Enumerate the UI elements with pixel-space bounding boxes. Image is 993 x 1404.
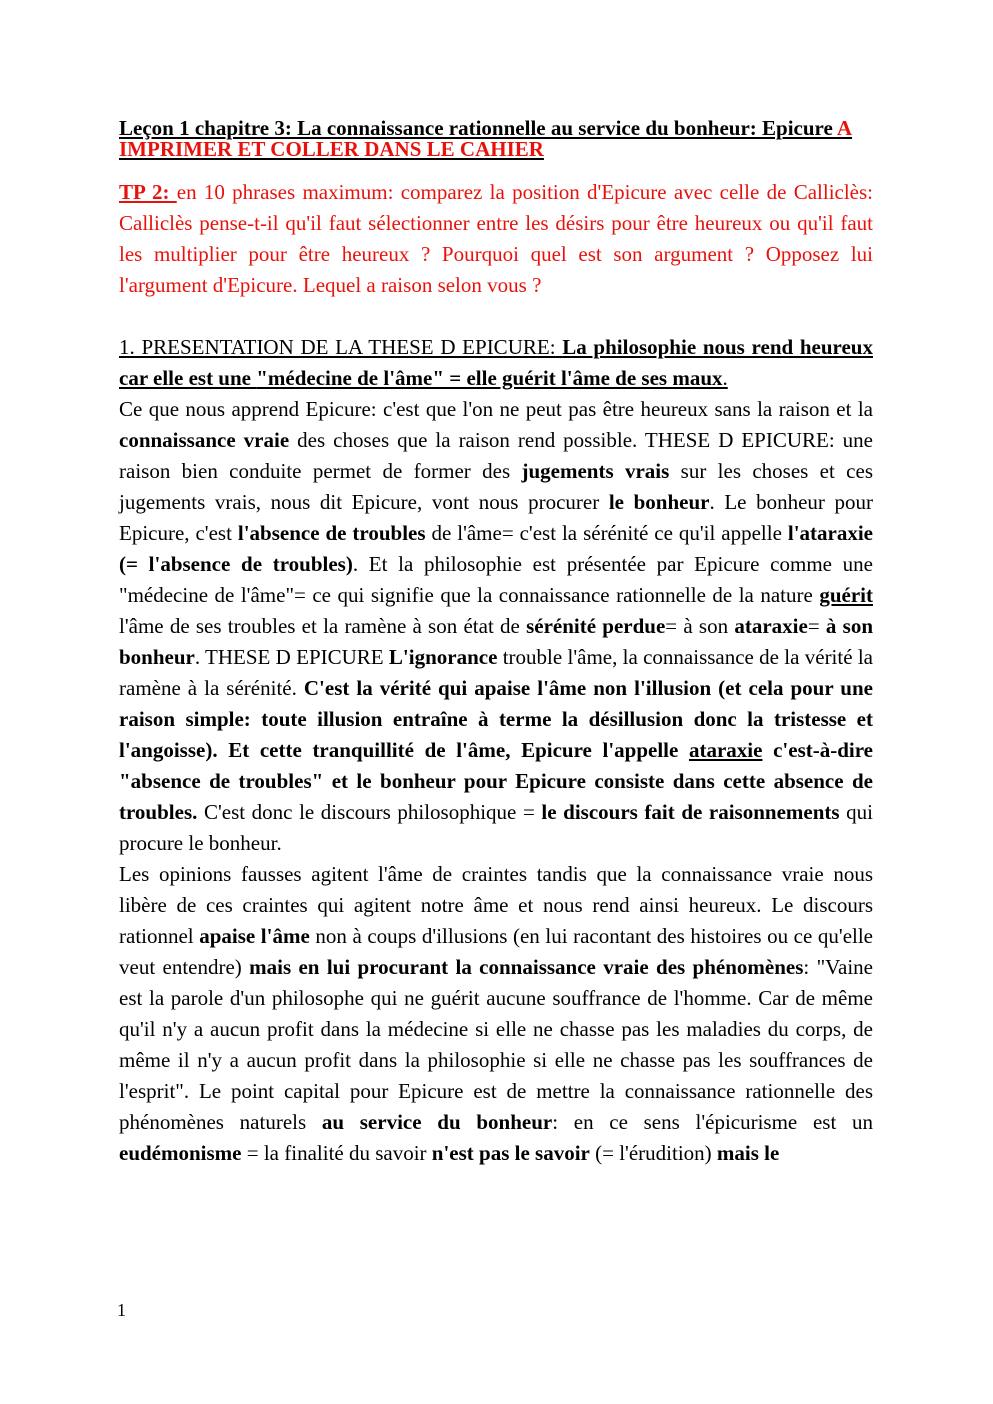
p1-seg: de l'âme= c'est la sérénité ce qu'il appelle: [425, 521, 788, 545]
p1-bold: l'absence de troubles: [237, 521, 426, 545]
p1-bold: jugements vrais: [521, 459, 670, 483]
p2-bold: mais le: [716, 1141, 780, 1165]
tp-label: TP 2:: [119, 180, 177, 204]
document-page: [119, 118, 873, 1169]
p1-seg: =: [807, 614, 826, 638]
p1-seg: C'est donc le discours philosophique =: [197, 800, 542, 824]
p1-bold-underlined: guérit: [819, 583, 873, 607]
p2-bold: au service du bonheur: [321, 1110, 553, 1134]
p1-bold: l'ataraxie (= l'absence de troubles): [119, 521, 873, 576]
p2-seg: : "Vaine est la parole d'un philosophe qui ne guérit aucune souffrance de l'homme. Car de même qu'il n'y a aucun profit dans la médecine si elle ne chasse pas les maladies du corps, de même il n'y a aucun profit dans la philosophie si elle ne chasse pas les souffrances de l'esprit". Le point capital pour Epicure est de mettre la connaissance rationnelle des phénomènes naturels: [119, 955, 873, 1134]
p1-bold: le discours fait de raisonnements: [541, 800, 840, 824]
p2-bold: mais en lui procurant la connaissance vraie des phénomènes: [249, 955, 804, 979]
p1-bold: le bonheur: [608, 490, 710, 514]
p2-bold: apaise l'âme: [199, 924, 310, 948]
p1-bold: c'est-à-dire "absence de troubles" et le bonheur pour Epicure consiste dans cette absence de troubles.: [119, 738, 873, 824]
lesson-title: [119, 118, 873, 160]
p1-seg: . Et la philosophie est présentée par Epicure comme une "médecine de l'âme"= ce qui signifie que la connaissance rationnelle de la nature: [119, 552, 873, 607]
p1-seg: l'âme de ses troubles et la ramène à son état de: [119, 614, 527, 638]
p2-seg: (= l'érudition): [589, 1141, 717, 1165]
section-heading: [119, 332, 873, 394]
p2-seg: = la finalité du savoir: [241, 1141, 432, 1165]
p1-bold: L'ignorance: [388, 645, 498, 669]
section-heading-plain: 1. PRESENTATION DE LA THESE D EPICURE:: [119, 335, 563, 359]
p1-bold: connaissance vraie: [119, 428, 290, 452]
p2-bold: eudémonisme: [119, 1141, 242, 1165]
main-text: [119, 332, 873, 1169]
section-heading-bold-2: "médecine de l'âme" = elle guérit l'âme de ses maux: [256, 366, 723, 390]
p1-seg: sur les choses et ces jugements vrais, nous dit Epicure, vont nous procurer: [119, 459, 873, 514]
tp-instructions: [119, 177, 873, 301]
paragraph-1: [119, 394, 873, 859]
section-heading-end: .: [722, 366, 728, 390]
p1-bold: ataraxie: [734, 614, 808, 638]
tp-text: en 10 phrases maximum: comparez la position d'Epicure avec celle de Calliclès: Calliclès pense-t-il qu'il faut sélectionner entre les désirs pour être heureux ou qu'il faut les multiplier pour être heureux ? Pourquoi quel est son argument ? Opposez lui l'argument d'Epicure. Lequel a raison selon vous ?: [119, 180, 874, 297]
p1-bold: sérénité perdue: [526, 614, 666, 638]
p2-seg: non à coups d'illusions (en lui racontant des histoires ou ce qu'elle veut entendre): [119, 924, 873, 979]
p1-seg: qui procure le bonheur.: [119, 800, 873, 855]
p1-bold: à son bonheur: [119, 614, 874, 669]
p1-seg: = à son: [665, 614, 735, 638]
p1-bold-underlined: ataraxie: [688, 738, 763, 762]
section-heading-bold-1: La philosophie nous rend heureux car elle est une: [119, 335, 873, 390]
p1-seg: . Le bonheur pour Epicure, c'est: [119, 490, 873, 545]
p2-seg: : en ce sens l'épicurisme est un: [552, 1110, 874, 1134]
paragraph-2: [119, 859, 873, 1169]
lesson-title-main: Leçon 1 chapitre 3: La connaissance rationnelle au service du bonheur: Epicure: [119, 116, 837, 140]
p1-bold: C'est la vérité qui apaise l'âme non l'illusion (et cela pour une raison simple: toute illusion entraîne à terme la désillusion donc la tristesse et l'angoisse). Et cette tranquillité de l'âme, Epicure l'appelle: [119, 676, 873, 762]
p1-seg: des choses que la raison rend possible. THESE D EPICURE: une raison bien conduite permet de former des: [119, 428, 874, 483]
page-number: 1: [117, 1300, 126, 1320]
p1-seg: . THESE D EPICURE: [194, 645, 389, 669]
p1-seg: trouble l'âme, la connaissance de la vérité la ramène à la sérénité.: [119, 645, 873, 700]
p1-seg: Ce que nous apprend Epicure: c'est que l'on ne peut pas être heureux sans la raison et la: [119, 397, 873, 421]
p2-seg: Les opinions fausses agitent l'âme de craintes tandis que la connaissance vraie nous libère de ces craintes qui agitent notre âme et nous rend ainsi heureux. Le discours rationnel: [119, 862, 873, 948]
p2-bold: n'est pas le savoir: [431, 1141, 590, 1165]
print-instruction: A IMPRIMER ET COLLER DANS LE CAHIER: [119, 116, 853, 161]
